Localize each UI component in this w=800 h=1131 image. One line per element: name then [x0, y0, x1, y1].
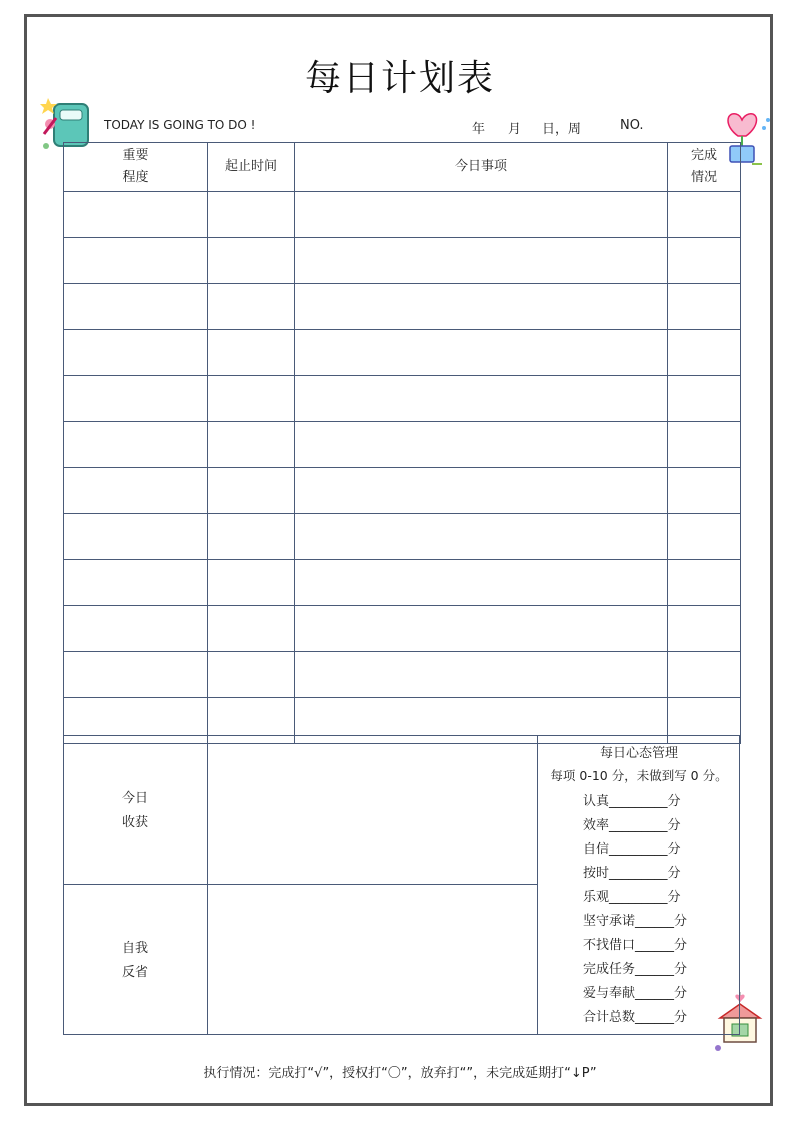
number-label: NO.	[620, 118, 644, 133]
harvest-label	[63, 787, 207, 835]
table-header-row	[64, 143, 741, 192]
done-cell[interactable]	[668, 422, 741, 468]
importance-header-line1: 重要	[122, 148, 149, 163]
item-cell[interactable]	[295, 652, 668, 698]
page-title: 每日计划表	[304, 58, 495, 99]
done-cell[interactable]	[668, 514, 741, 560]
item-cell[interactable]	[295, 560, 668, 606]
item-cell[interactable]	[295, 192, 668, 238]
time-cell[interactable]	[208, 514, 295, 560]
motto-text: TODAY IS GOING TO DO !	[104, 118, 256, 132]
done-cell[interactable]	[668, 560, 741, 606]
time-header: 起止时间	[208, 143, 295, 192]
reflect-label	[63, 937, 207, 985]
table-row	[64, 192, 741, 238]
time-cell[interactable]	[208, 606, 295, 652]
done-header-line1: 完成	[690, 148, 717, 163]
done-cell[interactable]	[668, 652, 741, 698]
done-cell[interactable]	[668, 192, 741, 238]
table-row	[64, 468, 741, 514]
mood-item-dedication[interactable]: 爱与奉献______分	[583, 986, 688, 1001]
mood-item-total[interactable]: 合计总数______分	[583, 1010, 688, 1025]
done-cell[interactable]	[668, 468, 741, 514]
item-cell[interactable]	[295, 330, 668, 376]
importance-header	[64, 143, 208, 192]
importance-cell[interactable]	[64, 698, 208, 744]
year-label: 年	[472, 122, 486, 137]
time-cell[interactable]	[208, 560, 295, 606]
plan-table	[63, 142, 741, 744]
table-row	[64, 422, 741, 468]
importance-cell[interactable]	[64, 514, 208, 560]
done-header-line2: 情况	[690, 170, 717, 185]
mood-item-commitment[interactable]: 坚守承诺______分	[583, 914, 688, 929]
reflect-input-area[interactable]	[208, 885, 537, 1034]
mood-panel	[538, 736, 740, 1034]
mood-item-efficiency[interactable]: 效率_________分	[583, 818, 681, 833]
table-row	[64, 606, 741, 652]
importance-cell[interactable]	[64, 238, 208, 284]
table-row	[64, 376, 741, 422]
importance-cell[interactable]	[64, 330, 208, 376]
mood-rule: 每项 0-10 分，未做到写 0 分。	[550, 768, 728, 783]
table-row	[64, 514, 741, 560]
table-row	[64, 284, 741, 330]
mood-item-task-completion[interactable]: 完成任务______分	[583, 962, 688, 977]
item-cell[interactable]	[295, 468, 668, 514]
done-cell[interactable]	[668, 376, 741, 422]
mood-item-confidence[interactable]: 自信_________分	[583, 842, 681, 857]
done-cell[interactable]	[668, 238, 741, 284]
importance-cell[interactable]	[64, 468, 208, 514]
bottom-box-bottom-border	[63, 1034, 740, 1035]
time-cell[interactable]	[208, 192, 295, 238]
table-row	[64, 330, 741, 376]
item-cell[interactable]	[295, 376, 668, 422]
done-header	[668, 143, 741, 192]
reflect-label-line2: 反省	[121, 965, 148, 980]
mood-title: 每日心态管理	[599, 746, 678, 761]
harvest-input-area[interactable]	[208, 736, 537, 884]
item-header: 今日事项	[295, 143, 668, 192]
item-cell[interactable]	[295, 606, 668, 652]
time-cell[interactable]	[208, 652, 295, 698]
table-row	[64, 238, 741, 284]
time-cell[interactable]	[208, 376, 295, 422]
time-cell[interactable]	[208, 330, 295, 376]
done-cell[interactable]	[668, 284, 741, 330]
table-row	[64, 560, 741, 606]
month-label: 月	[508, 122, 522, 137]
harvest-label-line2: 收获	[121, 815, 148, 830]
item-cell[interactable]	[295, 238, 668, 284]
time-cell[interactable]	[208, 468, 295, 514]
importance-cell[interactable]	[64, 560, 208, 606]
importance-header-line2: 程度	[122, 170, 149, 185]
importance-cell[interactable]	[64, 606, 208, 652]
mood-item-punctual[interactable]: 按时_________分	[583, 866, 681, 881]
importance-cell[interactable]	[64, 284, 208, 330]
done-cell[interactable]	[668, 330, 741, 376]
importance-cell[interactable]	[64, 192, 208, 238]
execution-legend: 执行情况：完成打“√”，授权打“〇”，放弃打“”，未完成延期打“↓P”	[203, 1066, 597, 1081]
done-cell[interactable]	[668, 606, 741, 652]
harvest-label-line1: 今日	[121, 791, 148, 806]
importance-cell[interactable]	[64, 422, 208, 468]
mood-item-serious[interactable]: 认真_________分	[583, 794, 681, 809]
mood-item-no-excuses[interactable]: 不找借口______分	[583, 938, 688, 953]
importance-cell[interactable]	[64, 376, 208, 422]
item-cell[interactable]	[295, 422, 668, 468]
day-week-label: 日，周	[542, 122, 582, 137]
bottom-box-left-border	[63, 735, 64, 1035]
reflect-label-line1: 自我	[121, 941, 148, 956]
item-cell[interactable]	[295, 284, 668, 330]
mood-item-optimism[interactable]: 乐观_________分	[583, 890, 681, 905]
time-cell[interactable]	[208, 238, 295, 284]
time-cell[interactable]	[208, 422, 295, 468]
table-row	[64, 652, 741, 698]
time-cell[interactable]	[208, 284, 295, 330]
item-cell[interactable]	[295, 514, 668, 560]
importance-cell[interactable]	[64, 652, 208, 698]
